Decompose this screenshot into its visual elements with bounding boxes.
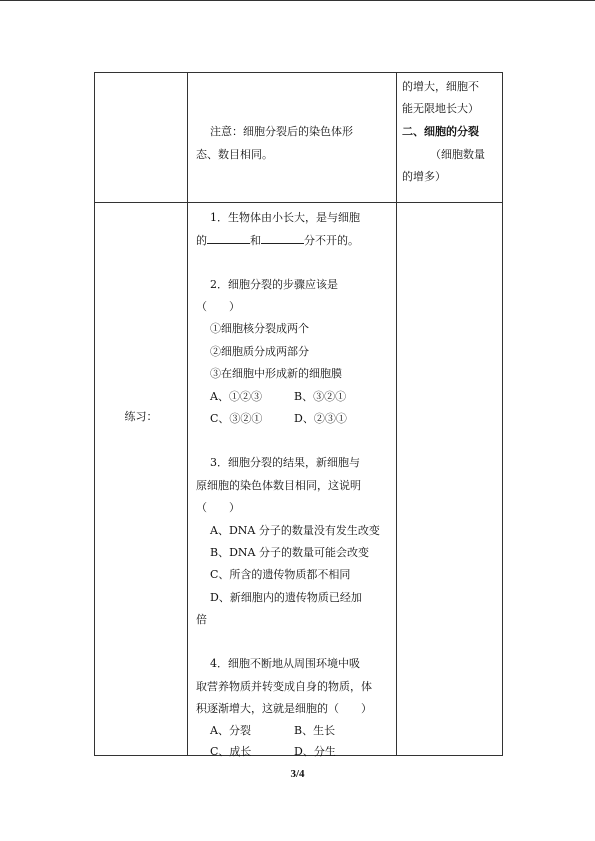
option-d-line2: 倍 <box>196 613 207 626</box>
option-a: A、分裂 <box>210 724 251 737</box>
q1-text-c: 分不开的。 <box>304 234 359 247</box>
answer-paren: （ ） <box>196 501 240 514</box>
note-line: 注意：细胞分裂后的染色体形 <box>210 125 353 138</box>
header-rule <box>0 0 595 1</box>
page-number: 3/4 <box>290 768 305 780</box>
notes-line: 能无限地长大） <box>402 102 479 115</box>
question-2: 2．细胞分裂的步骤应该是 <box>210 278 338 291</box>
lesson-table <box>94 72 503 756</box>
option-c: C、③②① <box>210 412 263 425</box>
row2-content-cell <box>188 203 397 756</box>
question-4-line3: 积逐渐增大，这就是细胞的（ ） <box>196 702 372 715</box>
option-b: B、DNA 分子的数量可能会改变 <box>210 546 369 559</box>
list-item: ③在细胞中形成新的细胞膜 <box>210 367 342 380</box>
option-d: D、②③① <box>294 412 347 425</box>
notes-line: （细胞数量 <box>430 148 485 161</box>
fill-blank-2 <box>261 232 304 244</box>
question-1: 1．生物体由小长大，是与细胞 <box>210 211 360 224</box>
answer-paren: （ ） <box>196 300 240 313</box>
question-3-line2: 原细胞的染色体数目相同，这说明 <box>196 479 361 492</box>
q1-text-b: 和 <box>250 234 261 247</box>
q1-text-a: 的 <box>196 234 207 247</box>
notes-line: 的增多） <box>402 170 446 183</box>
table-row <box>95 203 503 756</box>
option-b: B、生长 <box>294 724 336 737</box>
row1-label-cell <box>95 73 188 203</box>
exercise-label: 练习： <box>124 410 158 423</box>
option-c: C、成长 <box>210 745 252 758</box>
list-item: ①细胞核分裂成两个 <box>210 322 309 335</box>
notes-line: 的增大，细胞不 <box>402 80 479 93</box>
section-heading: 二、细胞的分裂 <box>402 125 479 138</box>
row2-notes-cell <box>397 203 503 756</box>
question-3: 3．细胞分裂的结果，新细胞与 <box>210 456 360 469</box>
fill-blank-1 <box>207 232 250 244</box>
question-4-line2: 取营养物质并转变成自身的物质，体 <box>196 680 372 693</box>
option-d: D、分生 <box>294 745 336 758</box>
question-4: 4．细胞不断地从周围环境中吸 <box>210 657 360 670</box>
table-row <box>95 73 503 203</box>
option-b: B、③②① <box>294 390 347 403</box>
option-d: D、新细胞内的遗传物质已经加 <box>210 591 362 604</box>
row2-label-cell <box>95 203 188 756</box>
note-line: 态、数目相同。 <box>196 148 273 161</box>
option-a: A、①②③ <box>210 390 262 403</box>
row1-content-cell <box>188 73 397 203</box>
list-item: ②细胞质分成两部分 <box>210 345 309 358</box>
option-c: C、所含的遗传物质都不相同 <box>210 568 351 581</box>
question-1-line2 <box>196 232 359 249</box>
row1-notes-cell <box>397 73 503 203</box>
option-a: A、DNA 分子的数量没有发生改变 <box>210 524 380 537</box>
